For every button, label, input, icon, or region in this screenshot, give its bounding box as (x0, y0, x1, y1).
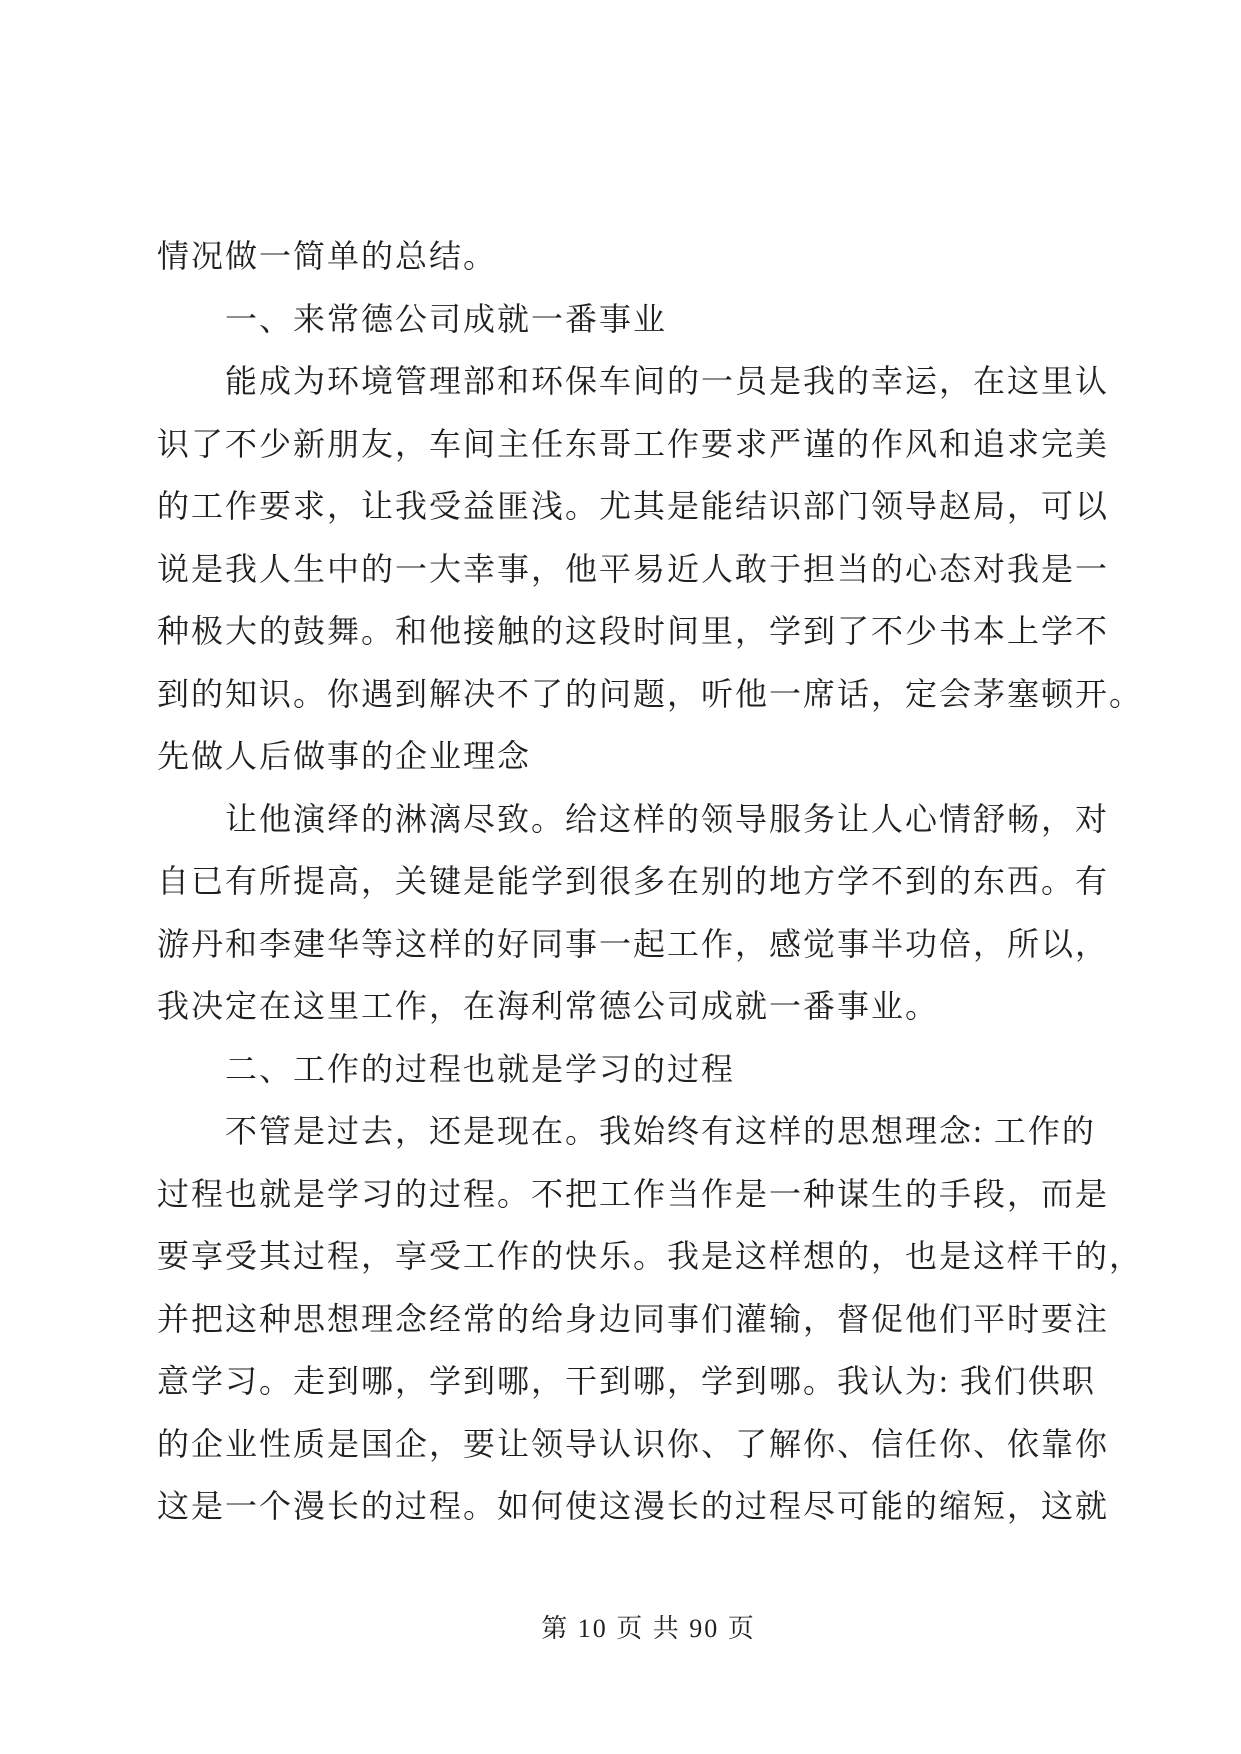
text-line: 自已有所提高，关键是能学到很多在别的地方学不到的东西。有 (157, 863, 1110, 899)
text-line: 让他演绎的淋漓尽致。给这样的领导服务让人心情舒畅，对 (225, 800, 1110, 837)
text-line: 意学习。走到哪，学到哪，干到哪，学到哪。我认为: 我们供职 (157, 1363, 1096, 1399)
text-line-heading-2: 二、工作的过程也就是学习的过程 (225, 1050, 736, 1087)
text-line-heading-1: 一、来常德公司成就一番事业 (225, 300, 668, 337)
text-line: 并把这种思想理念经常的给身边同事们灌输，督促他们平时要注 (157, 1300, 1110, 1337)
text-line: 这是一个漫长的过程。如何使这漫长的过程尽可能的缩短，这就 (157, 1488, 1110, 1524)
text-line: 的企业性质是国企，要让领导认识你、了解你、信任你、依靠你 (157, 1425, 1110, 1462)
page-footer (0, 1608, 1241, 1645)
page-number-indicator: 第 10 页 共 90 页 (541, 1614, 756, 1643)
text-line: 能成为环境管理部和环保车间的一员是我的幸运，在这里认 (225, 363, 1110, 399)
text-line: 说是我人生中的一大幸事，他平易近人敢于担当的心态对我是一 (157, 550, 1110, 587)
text-line: 过程也就是学习的过程。不把工作当作是一种谋生的手段，而是 (157, 1175, 1110, 1212)
text-line: 先做人后做事的企业理念 (157, 738, 532, 774)
text-line: 的工作要求，让我受益匪浅。尤其是能结识部门领导赵局，可以 (157, 488, 1110, 524)
text-line: 情况做一简单的总结。 (157, 238, 498, 274)
text-line: 我决定在这里工作，在海利常德公司成就一番事业。 (157, 988, 940, 1024)
text-line: 游丹和李建华等这样的好同事一起工作，感觉事半功倍，所以， (157, 925, 1110, 962)
document-body (157, 225, 1167, 1538)
text-line: 识了不少新朋友，车间主任东哥工作要求严谨的作风和追求完美 (157, 425, 1110, 462)
text-line: 种极大的鼓舞。和他接触的这段时间里，学到了不少书本上学不 (157, 613, 1110, 649)
text-line: 要享受其过程，享受工作的快乐。我是这样想的，也是这样干的， (157, 1238, 1144, 1274)
text-line: 到的知识。你遇到解决不了的问题，听他一席话，定会茅塞顿开。 (157, 675, 1144, 712)
text-line: 不管是过去，还是现在。我始终有这样的思想理念: 工作的 (225, 1113, 1096, 1149)
